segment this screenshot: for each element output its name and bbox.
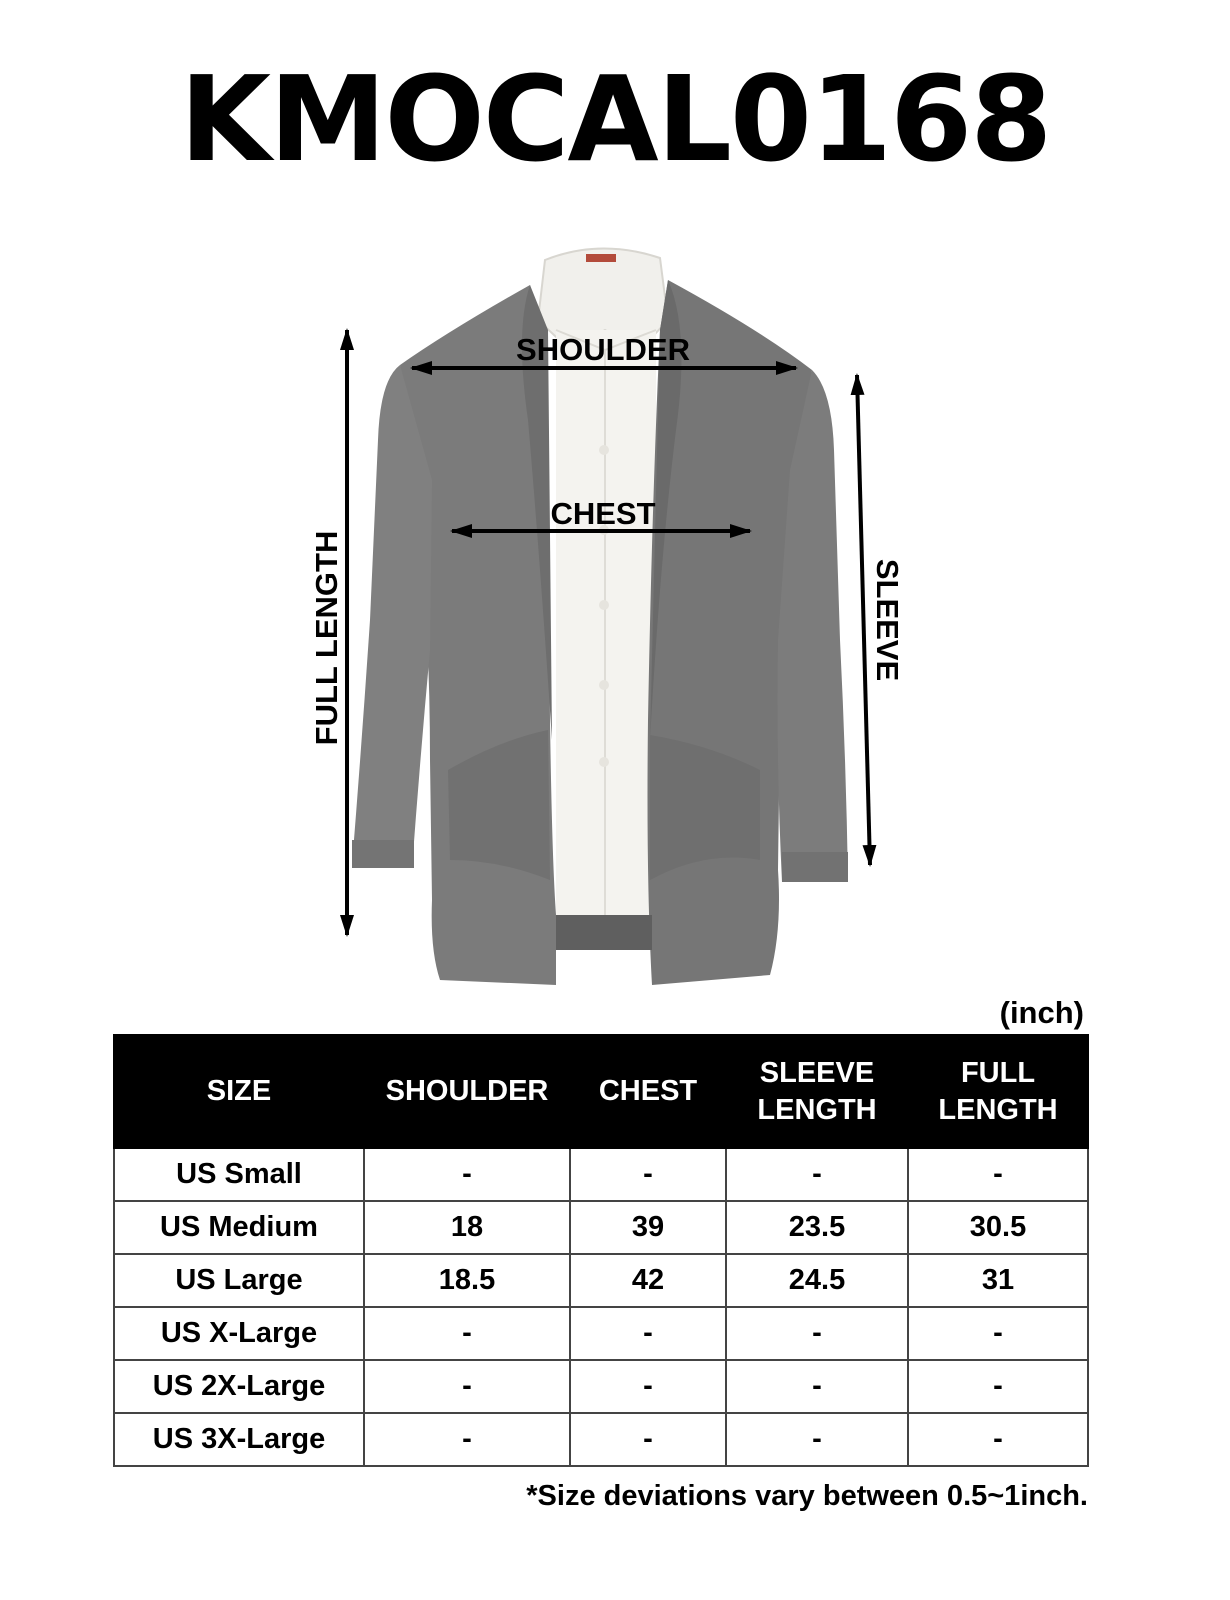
size-cell: US Large bbox=[114, 1254, 364, 1307]
sleeve-cell: 23.5 bbox=[726, 1201, 908, 1254]
shoulder-cell: - bbox=[364, 1307, 570, 1360]
unit-label: (inch) bbox=[999, 995, 1084, 1030]
product-title: KMOCAL0168 bbox=[179, 50, 1051, 188]
full-length-cell: - bbox=[908, 1360, 1088, 1413]
header-sleeve-line1: SLEEVE bbox=[759, 1056, 875, 1089]
sleeve-cell: - bbox=[726, 1148, 908, 1201]
chest-cell: - bbox=[570, 1148, 726, 1201]
sleeve-cell: - bbox=[726, 1360, 908, 1413]
chest-cell: 39 bbox=[570, 1201, 726, 1254]
full-length-cell: 30.5 bbox=[908, 1201, 1088, 1254]
size-cell: US Small bbox=[114, 1148, 364, 1201]
header-sleeve-line2: LENGTH bbox=[757, 1093, 877, 1126]
shoulder-cell: 18 bbox=[364, 1201, 570, 1254]
table-row bbox=[114, 1148, 1088, 1201]
sleeve-arrow bbox=[857, 375, 870, 865]
shoulder-label: SHOULDER bbox=[516, 332, 690, 367]
size-cell: US 3X-Large bbox=[114, 1413, 364, 1466]
sleeve-cell: 24.5 bbox=[726, 1254, 908, 1307]
header-chest: CHEST bbox=[570, 1035, 726, 1148]
size-cell: US X-Large bbox=[114, 1307, 364, 1360]
full-length-cell: - bbox=[908, 1413, 1088, 1466]
size-cell: US 2X-Large bbox=[114, 1360, 364, 1413]
header-shoulder: SHOULDER bbox=[364, 1035, 570, 1148]
full-length-label: FULL LENGTH bbox=[309, 530, 344, 746]
table-row bbox=[114, 1254, 1088, 1307]
full-length-cell: 31 bbox=[908, 1254, 1088, 1307]
header-full-line2: LENGTH bbox=[938, 1093, 1058, 1126]
sleeve-cell: - bbox=[726, 1413, 908, 1466]
header-size: SIZE bbox=[114, 1035, 364, 1148]
chest-cell: 42 bbox=[570, 1254, 726, 1307]
shoulder-cell: - bbox=[364, 1413, 570, 1466]
garment-illustration bbox=[0, 230, 1230, 1000]
size-cell: US Medium bbox=[114, 1201, 364, 1254]
table-row bbox=[114, 1307, 1088, 1360]
chest-cell: - bbox=[570, 1360, 726, 1413]
header-sleeve-length bbox=[726, 1035, 908, 1148]
label-tag bbox=[586, 254, 616, 262]
chest-cell: - bbox=[570, 1307, 726, 1360]
shoulder-cell: - bbox=[364, 1360, 570, 1413]
table-header-row bbox=[114, 1035, 1088, 1148]
table-row bbox=[114, 1360, 1088, 1413]
size-deviation-note: *Size deviations vary between 0.5~1inch. bbox=[526, 1480, 1088, 1512]
shoulder-cell: - bbox=[364, 1148, 570, 1201]
full-length-cell: - bbox=[908, 1148, 1088, 1201]
sleeve-label: SLEEVE bbox=[870, 558, 905, 682]
header-full-line1: FULL bbox=[960, 1056, 1036, 1089]
full-length-cell: - bbox=[908, 1307, 1088, 1360]
table-row bbox=[114, 1201, 1088, 1254]
shoulder-cell: 18.5 bbox=[364, 1254, 570, 1307]
header-full-length bbox=[908, 1035, 1088, 1148]
chest-cell: - bbox=[570, 1413, 726, 1466]
table-row bbox=[114, 1413, 1088, 1466]
chest-label: CHEST bbox=[550, 496, 656, 531]
size-chart-table bbox=[113, 1034, 1089, 1467]
sleeve-cell: - bbox=[726, 1307, 908, 1360]
